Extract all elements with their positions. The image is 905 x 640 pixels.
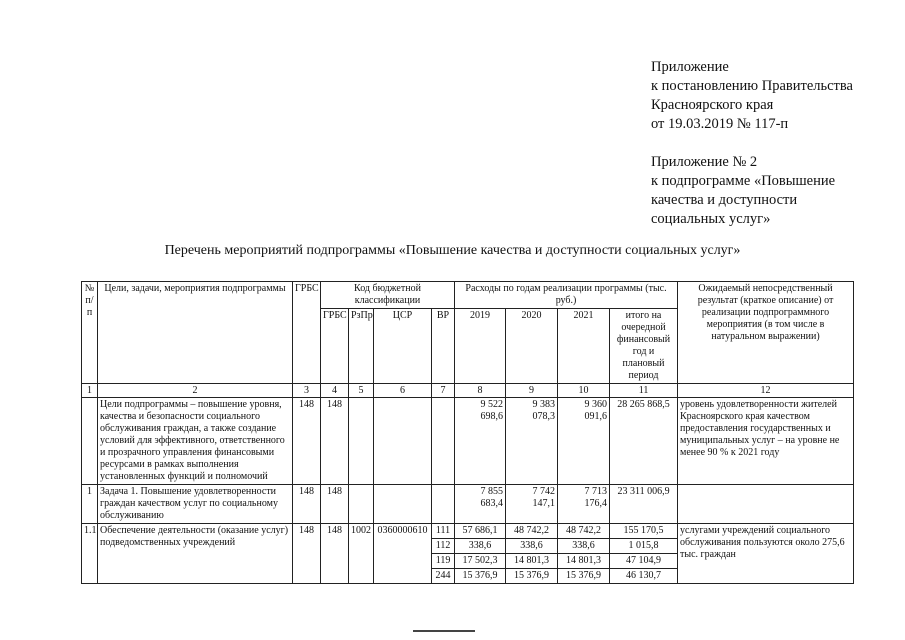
task-2020: 7 742 147,1 (506, 485, 558, 524)
activity-grbs2: 148 (321, 524, 349, 584)
task-grbs: 148 (293, 485, 321, 524)
col-number: 5 (349, 384, 374, 398)
goal-total: 28 265 868,5 (610, 398, 678, 485)
activity-csr: 0360000610 (374, 524, 432, 584)
header-line: качества и доступности (651, 192, 798, 208)
activity-result: услугами учреждений социального обслуживания пользуются около 275,6 тыс. граждан (678, 524, 854, 584)
col-number: 3 (293, 384, 321, 398)
task-num: 1 (82, 485, 98, 524)
col-number: 2 (98, 384, 293, 398)
col-number: 1 (82, 384, 98, 398)
goal-2021: 9 360 091,6 (558, 398, 610, 485)
table-header-row (82, 282, 854, 309)
goal-grbs: 148 (293, 398, 321, 485)
header-goals: Цели, задачи, мероприятия подпрограммы (98, 282, 293, 384)
goal-result: уровень удовлетворенности жителей Красноярского края качеством предоставления государственных и муниципальных услуг – на уровне не менее 90 % к 2021 году (678, 398, 854, 485)
activity-vr: 111 (432, 524, 455, 539)
header-grbs2: ГРБС (321, 309, 349, 384)
activity-2021: 48 742,2 (558, 524, 610, 539)
table-row-goal (82, 398, 854, 485)
header-num: № п/п (82, 282, 98, 384)
header-line: от 19.03.2019 № 117-п (651, 116, 789, 132)
activity-2019: 17 502,3 (455, 554, 506, 569)
activity-2021: 338,6 (558, 539, 610, 554)
col-number: 9 (506, 384, 558, 398)
activity-2020: 14 801,3 (506, 554, 558, 569)
header-total: итого на очередной финансовый год и плановый период (610, 309, 678, 384)
goal-grbs2: 148 (321, 398, 349, 485)
activity-grbs: 148 (293, 524, 321, 584)
header-expenses: Расходы по годам реализации программы (тыс. руб.) (455, 282, 678, 309)
activities-table (81, 281, 854, 584)
header-rzpr: РзПр (349, 309, 374, 384)
document-header (651, 58, 853, 229)
col-number: 4 (321, 384, 349, 398)
activity-vr: 119 (432, 554, 455, 569)
goal-2019: 9 522 698,6 (455, 398, 506, 485)
task-total: 23 311 006,9 (610, 485, 678, 524)
col-number: 12 (678, 384, 854, 398)
activity-2020: 15 376,9 (506, 569, 558, 584)
activity-2019: 57 686,1 (455, 524, 506, 539)
task-2021: 7 713 176,4 (558, 485, 610, 524)
col-number: 8 (455, 384, 506, 398)
header-line: Приложение № 2 (651, 154, 758, 170)
goal-2020: 9 383 078,3 (506, 398, 558, 485)
activity-2019: 15 376,9 (455, 569, 506, 584)
activity-rzpr: 1002 (349, 524, 374, 584)
activity-vr: 112 (432, 539, 455, 554)
header-2019: 2019 (455, 309, 506, 384)
col-number: 7 (432, 384, 455, 398)
header-line: к постановлению Правительства (651, 78, 853, 94)
header-result: Ожидаемый непосредственный результат (краткое описание) от реализации подпрограммного мероприятия (в том числе в натуральном выражении) (678, 282, 854, 384)
activity-2020: 338,6 (506, 539, 558, 554)
activity-total: 46 130,7 (610, 569, 678, 584)
header-line: к подпрограмме «Повышение (651, 173, 836, 189)
activity-text: Обеспечение деятельности (оказание услуг) подведомственных учреждений (98, 524, 293, 584)
task-text: Задача 1. Повышение удовлетворенности граждан качеством услуг по социальному обслуживанию (98, 485, 293, 524)
col-number: 11 (610, 384, 678, 398)
activity-vr: 244 (432, 569, 455, 584)
table-row-task (82, 485, 854, 524)
goal-text: Цели подпрограммы – повышение уровня, качества и безопасности социального обслуживания граждан, а также создание условий для эффективного, ответственного и прозрачного управления финансовыми ресурсами в рамках выполнения установленных функций и полномочий (98, 398, 293, 485)
header-code: Код бюджетной классификации (321, 282, 455, 309)
header-2021: 2021 (558, 309, 610, 384)
document-title: Перечень мероприятий подпрограммы «Повышение качества и доступности социальных услуг» (164, 243, 741, 258)
activity-2019: 338,6 (455, 539, 506, 554)
task-grbs2: 148 (321, 485, 349, 524)
col-number: 10 (558, 384, 610, 398)
activity-total: 47 104,9 (610, 554, 678, 569)
header-line: Приложение (651, 59, 729, 75)
header-grbs: ГРБС (293, 282, 321, 384)
activity-2020: 48 742,2 (506, 524, 558, 539)
activity-2021: 14 801,3 (558, 554, 610, 569)
column-numbers-row (82, 384, 854, 398)
activity-2021: 15 376,9 (558, 569, 610, 584)
header-2020: 2020 (506, 309, 558, 384)
task-2019: 7 855 683,4 (455, 485, 506, 524)
page-break-mark (413, 630, 475, 632)
activity-total: 1 015,8 (610, 539, 678, 554)
header-vr: ВР (432, 309, 455, 384)
header-csr: ЦСР (374, 309, 432, 384)
header-line: Красноярского края (651, 97, 774, 113)
activity-num: 1.1 (82, 524, 98, 584)
activity-total: 155 170,5 (610, 524, 678, 539)
table-row-activity (82, 524, 854, 539)
col-number: 6 (374, 384, 432, 398)
header-line: социальных услуг» (651, 211, 771, 227)
